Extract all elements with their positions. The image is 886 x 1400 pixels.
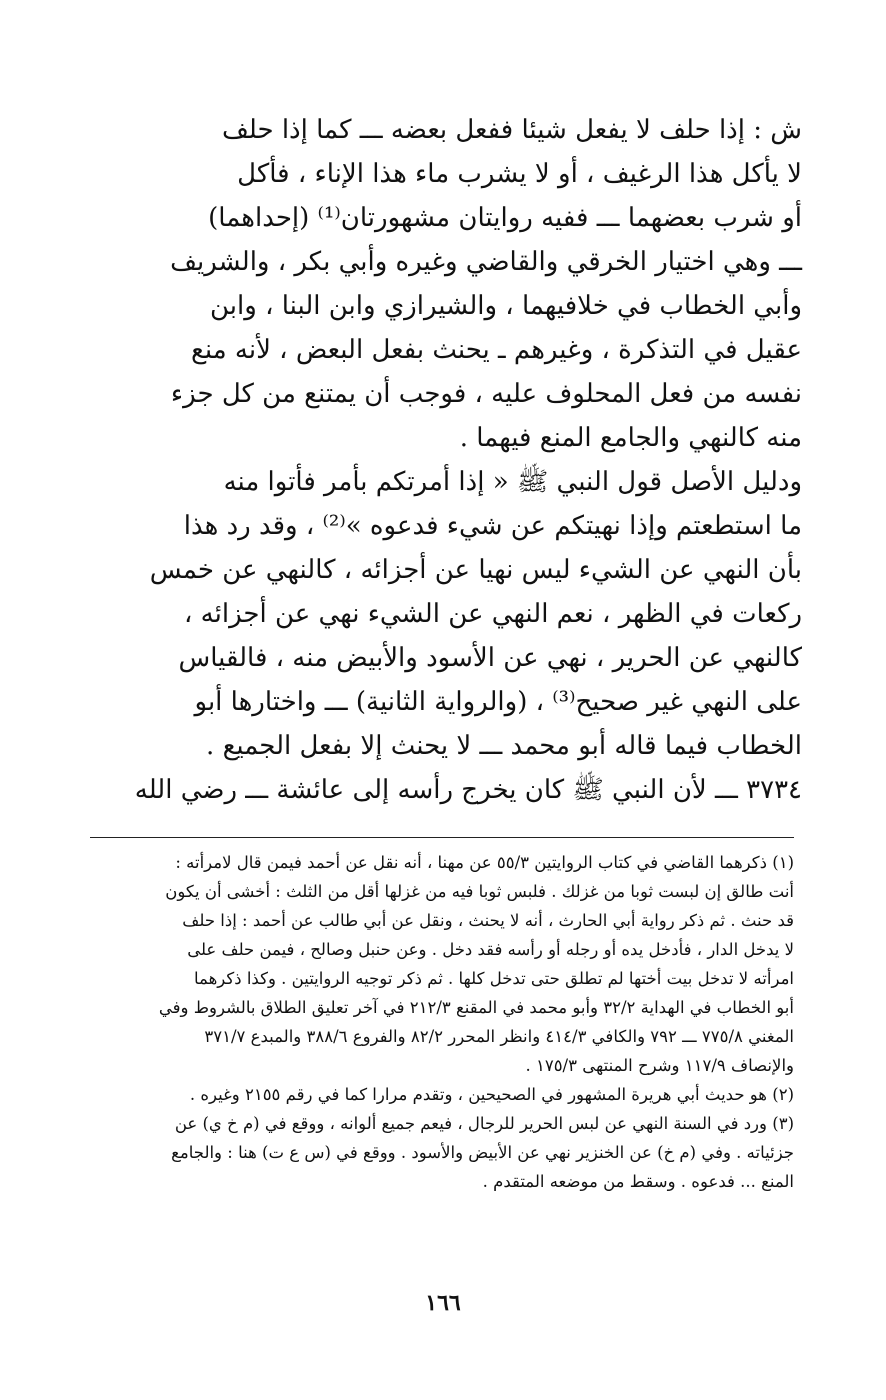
footnote-line: (٢) هو حديث أبي هريرة المشهور في الصحيحين ، وتقدم مرارا كما في رقم ٢١٥٥ وغيره . (189, 1085, 794, 1104)
footnote-line: المنع ... فدعوه . وسقط من موضعه المتقدم . (482, 1172, 794, 1191)
text-line: عقيل في التذكرة ، وغيرهم ـ يحنث بفعل البعض ، لأنه منع (191, 335, 802, 365)
footnote-line: أنت طالق إن لبست ثوبا من غزلك . فلبس ثوبا فيه من غزلها أقل من الثلث : أخشى أن يكون (165, 882, 794, 901)
text-line: كالنهي عن الحرير ، نهي عن الأسود والأبيض منه ، فالقياس (178, 643, 802, 673)
footnote-line: جزئياته . وفي (م خ) عن الخنزير نهي عن الأبيض والأسود . ووقع في (س ع ت) هنا : والجامع (171, 1143, 794, 1162)
footnote-line: امرأته لا تدخل بيت أختها لم تطلق حتى تدخل كلها . ثم ذكر توجيه الروايتين . وكذا ذكرهما (194, 969, 794, 988)
page-number: ١٦٦ (425, 1290, 461, 1316)
text-line: الخطاب فيما قاله أبو محمد ـــ لا يحنث إلا بفعل الجميع . (206, 731, 802, 761)
text-line: ٣٧٣٤ ـــ لأن النبي ﷺ كان يخرج رأسه إلى عائشة ـــ رضي الله (134, 775, 802, 805)
text-line: ش : إذا حلف لا يفعل شيئا ففعل بعضه ـــ كما إذا حلف (221, 115, 802, 145)
footnote-line: المغني ٧٧٥/٨ ـــ ٧٩٢ والكافي ٤١٤/٣ وانظر المحرر ٨٢/٢ والفروع ٣٨٨/٦ والمبدع ٣٧١/٧ (204, 1027, 794, 1046)
footnote-line: أبو الخطاب في الهداية ٣٢/٢ وأبو محمد في المقنع ٢١٢/٣ في آخر تعليق الطلاق بالشروط وفي (158, 998, 794, 1017)
text-line: نفسه من فعل المحلوف عليه ، فوجب أن يمتنع من كل جزء (170, 379, 802, 409)
text-line: ـــ وهي اختيار الخرقي والقاضي وغيره وأبي بكر ، والشريف (170, 247, 802, 277)
text-line: ما استطعتم وإذا نهيتكم عن شيء فدعوه »⁽²⁾ ، وقد رد هذا (183, 511, 802, 541)
text-line: وأبي الخطاب في خلافيهما ، والشيرازي وابن البنا ، وابن (210, 291, 802, 321)
text-line: أو شرب بعضهما ـــ ففيه روايتان مشهورتان⁽¹⁾ (إحداهما) (208, 203, 802, 233)
footnote-line: (١) ذكرهما القاضي في كتاب الروايتين ٥٥/٣ عن مهنا ، أنه نقل عن أحمد فيمن قال لامرأته : (175, 853, 794, 872)
footnote-line: قد حنث . ثم ذكر رواية أبي الحارث ، أنه لا يحنث ، ونقل عن أبي طالب عن أحمد : إذا حلف (182, 911, 794, 930)
text-line: على النهي غير صحيح⁽³⁾ ، (والرواية الثانية) ـــ واختارها أبو (194, 687, 802, 717)
footnotes (92, 848, 794, 1196)
footnote-line: والإنصاف ١١٧/٩ وشرح المنتهى ١٧٥/٣ . (525, 1056, 794, 1075)
text-line: بأن النهي عن الشيء ليس نهيا عن أجزائه ، كالنهي عن خمس (149, 555, 802, 585)
footnote-line: لا يدخل الدار ، فأدخل يده أو رجله أو رأسه فقد دخل . وعن حنبل وصالح ، فيمن حلف على (187, 940, 794, 959)
text-line: ركعات في الظهر ، نعم النهي عن الشيء نهي عن أجزائه ، (184, 599, 802, 629)
main-text (134, 108, 802, 812)
text-line: ودليل الأصل قول النبي ﷺ « إذا أمرتكم بأمر فأتوا منه (223, 467, 802, 497)
footnote-line: (٣) ورد في السنة النهي عن لبس الحرير للرجال ، فيعم جميع ألوانه ، ووقع في (م خ ي) عن (174, 1114, 794, 1133)
text-line: منه كالنهي والجامع المنع فيهما . (459, 423, 802, 453)
footnote-divider (90, 837, 794, 838)
text-line: لا يأكل هذا الرغيف ، أو لا يشرب ماء هذا الإناء ، فأكل (237, 159, 802, 189)
